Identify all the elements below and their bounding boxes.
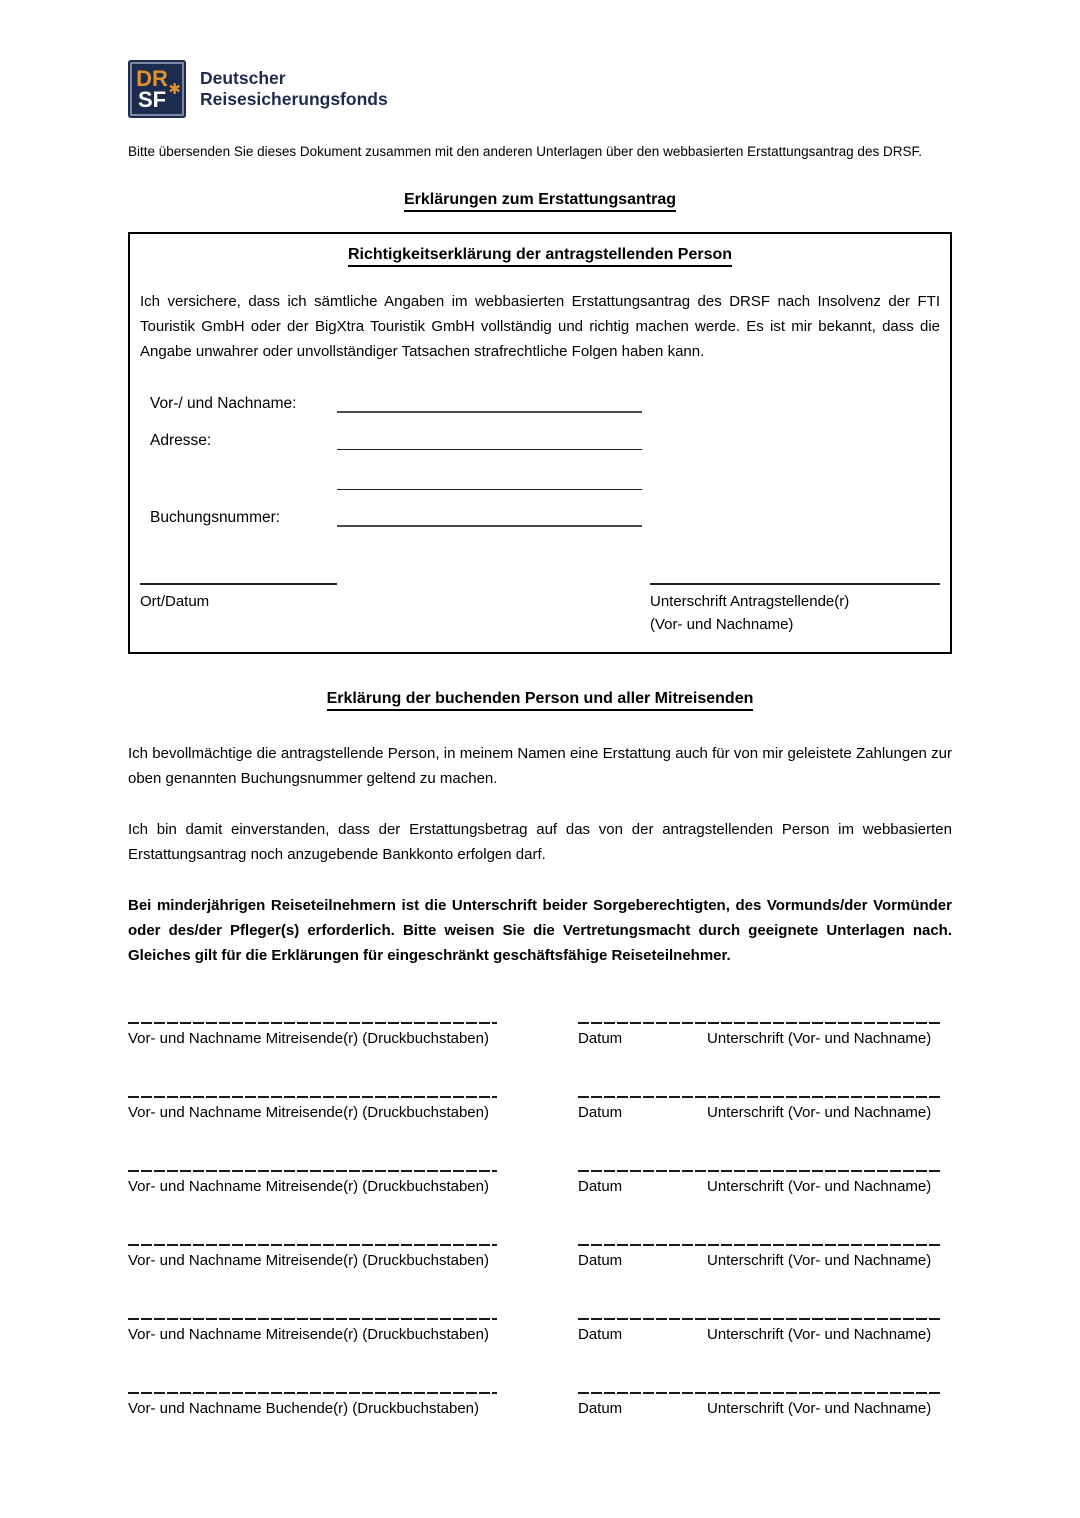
traveler-name-line bbox=[128, 1170, 497, 1172]
name-field-line bbox=[337, 410, 642, 413]
booking-field-label: Buchungsnummer: bbox=[150, 509, 281, 526]
traveler-name-line bbox=[128, 1096, 497, 1098]
date-signature-line bbox=[578, 1318, 940, 1320]
section2-heading-text: Erklärung der buchenden Person und aller Mitreisenden bbox=[327, 690, 754, 711]
paragraph-minors: Bei minderjährigen Reiseteilnehmern ist die Unterschrift beider Sorgeberechtigten, des Vormunds/der Vormünder oder des/der Pfleger(s) erforderlich. Bitte weisen Sie die Vertretungsmacht durch geeignete Unterlagen nach. Gleiches gilt für die Erklärungen für eingeschränkt geschäftsfähige Reiseteilnehmer. bbox=[128, 897, 952, 964]
field-row-address-2 bbox=[140, 450, 940, 490]
traveler-name-block bbox=[128, 1096, 497, 1121]
declaration-box-heading-text: Richtigkeitserklärung der antragstellenden Person bbox=[348, 246, 732, 267]
applicant-signature-line bbox=[650, 571, 940, 585]
declaration-box bbox=[128, 232, 952, 654]
applicant-signature-block bbox=[650, 571, 940, 636]
date-signature-line bbox=[578, 1170, 940, 1172]
signature-row-traveler-4 bbox=[128, 1244, 952, 1269]
signature-name-label: Unterschrift (Vor- und Nachname) bbox=[707, 1104, 932, 1121]
signature-name-label: Unterschrift (Vor- und Nachname) bbox=[707, 1400, 932, 1417]
logo-sf-text: SF bbox=[137, 87, 167, 112]
address-field-line-1 bbox=[337, 448, 642, 450]
traveler-name-block bbox=[128, 1318, 497, 1343]
field-row-address bbox=[140, 413, 940, 450]
field-row-name bbox=[140, 376, 940, 413]
star-icon: ✱ bbox=[168, 81, 181, 98]
applicant-signature-caption bbox=[650, 590, 940, 636]
brand-header bbox=[128, 60, 952, 118]
signature-row-traveler-1 bbox=[128, 1022, 952, 1047]
place-date-block bbox=[140, 571, 337, 613]
signature-row-traveler-5 bbox=[128, 1318, 952, 1343]
traveler-name-label: Vor- und Nachname Mitreisende(r) (Druckbuchstaben) bbox=[128, 1104, 489, 1121]
paragraph-consent: Ich bin damit einverstanden, dass der Erstattungsbetrag auf das von der antragstellenden Person im webbasierten Erstattungsantrag noch anzugebende Bankkonto erfolgen darf. bbox=[128, 821, 952, 863]
date-signature-line bbox=[578, 1244, 940, 1246]
field-row-booking bbox=[140, 490, 940, 527]
date-signature-block bbox=[578, 1318, 940, 1343]
signature-row-traveler-3 bbox=[128, 1170, 952, 1195]
drsf-logo bbox=[128, 60, 186, 118]
traveler-name-line bbox=[128, 1022, 497, 1024]
booking-field-line bbox=[337, 524, 642, 527]
declaration-text: Ich versichere, dass ich sämtliche Angaben im webbasierten Erstattungsantrag des DRSF nach Insolvenz der FTI Touristik GmbH oder der BigXtra Touristik GmbH vollständig und richtig machen werde. Es ist mir bekannt, dass die Angabe unwahrer oder unvollständiger Tatsachen strafrechtliche Folgen haben kann. bbox=[140, 293, 940, 360]
traveler-name-line bbox=[128, 1244, 497, 1246]
date-label: Datum bbox=[578, 1400, 623, 1417]
date-label: Datum bbox=[578, 1178, 623, 1195]
date-label: Datum bbox=[578, 1030, 623, 1047]
date-signature-block bbox=[578, 1096, 940, 1121]
paragraph-authorization: Ich bevollmächtige die antragstellende Person, in meinem Namen eine Erstattung auch für von mir geleistete Zahlungen zur oben genannten Buchungsnummer geltend zu machen. bbox=[128, 745, 952, 787]
brand-name-line1: Deutscher bbox=[200, 68, 286, 88]
traveler-name-block bbox=[128, 1244, 497, 1269]
declaration-box-heading bbox=[140, 246, 940, 267]
place-date-line bbox=[140, 571, 337, 585]
brand-name-line2: Reisesicherungsfonds bbox=[200, 89, 388, 109]
traveler-name-block bbox=[128, 1022, 497, 1047]
date-signature-line bbox=[578, 1392, 940, 1394]
date-label: Datum bbox=[578, 1252, 623, 1269]
date-signature-block bbox=[578, 1392, 940, 1417]
page-title-text: Erklärungen zum Erstattungsantrag bbox=[404, 191, 676, 212]
page-title bbox=[128, 191, 952, 212]
traveler-name-label: Vor- und Nachname Mitreisende(r) (Druckbuchstaben) bbox=[128, 1030, 489, 1047]
traveler-name-label: Vor- und Nachname Mitreisende(r) (Druckbuchstaben) bbox=[128, 1326, 489, 1343]
date-label: Datum bbox=[578, 1104, 623, 1121]
signature-name-label: Unterschrift (Vor- und Nachname) bbox=[707, 1252, 932, 1269]
date-signature-line bbox=[578, 1022, 940, 1024]
booker-name-block bbox=[128, 1392, 497, 1417]
traveler-name-line bbox=[128, 1318, 497, 1320]
signature-rows bbox=[128, 1022, 952, 1417]
traveler-name-label: Vor- und Nachname Mitreisende(r) (Druckbuchstaben) bbox=[128, 1252, 489, 1269]
traveler-name-block bbox=[128, 1170, 497, 1195]
date-label: Datum bbox=[578, 1326, 623, 1343]
place-date-label: Ort/Datum bbox=[140, 593, 210, 610]
date-signature-block bbox=[578, 1022, 940, 1047]
logo-dr-text: DR bbox=[136, 66, 168, 91]
name-field-label: Vor-/ und Nachname: bbox=[150, 395, 297, 412]
traveler-name-label: Vor- und Nachname Mitreisende(r) (Druckbuchstaben) bbox=[128, 1178, 489, 1195]
date-signature-line bbox=[578, 1096, 940, 1098]
date-signature-block bbox=[578, 1244, 940, 1269]
section2-heading bbox=[128, 690, 952, 711]
booker-name-label: Vor- und Nachname Buchende(r) (Druckbuchstaben) bbox=[128, 1400, 480, 1417]
address-field-label: Adresse: bbox=[150, 432, 212, 449]
declaration-fields bbox=[140, 376, 940, 527]
booker-name-line bbox=[128, 1392, 497, 1394]
signature-name-label: Unterschrift (Vor- und Nachname) bbox=[707, 1326, 932, 1343]
address-field-line-2 bbox=[337, 488, 642, 490]
intro-note: Bitte übersenden Sie dieses Dokument zusammen mit den anderen Unterlagen über den webbasierten Erstattungsantrag des DRSF. bbox=[128, 144, 922, 159]
signature-row-traveler-2 bbox=[128, 1096, 952, 1121]
box-signature-area bbox=[140, 571, 940, 636]
signature-name-label: Unterschrift (Vor- und Nachname) bbox=[707, 1030, 932, 1047]
signature-name-label: Unterschrift (Vor- und Nachname) bbox=[707, 1178, 932, 1195]
signature-row-booker bbox=[128, 1392, 952, 1417]
date-signature-block bbox=[578, 1170, 940, 1195]
brand-name bbox=[200, 68, 388, 110]
applicant-signature-caption-line2: (Vor- und Nachname) bbox=[650, 616, 794, 633]
applicant-signature-caption-line1: Unterschrift Antragstellende(r) bbox=[650, 593, 850, 610]
